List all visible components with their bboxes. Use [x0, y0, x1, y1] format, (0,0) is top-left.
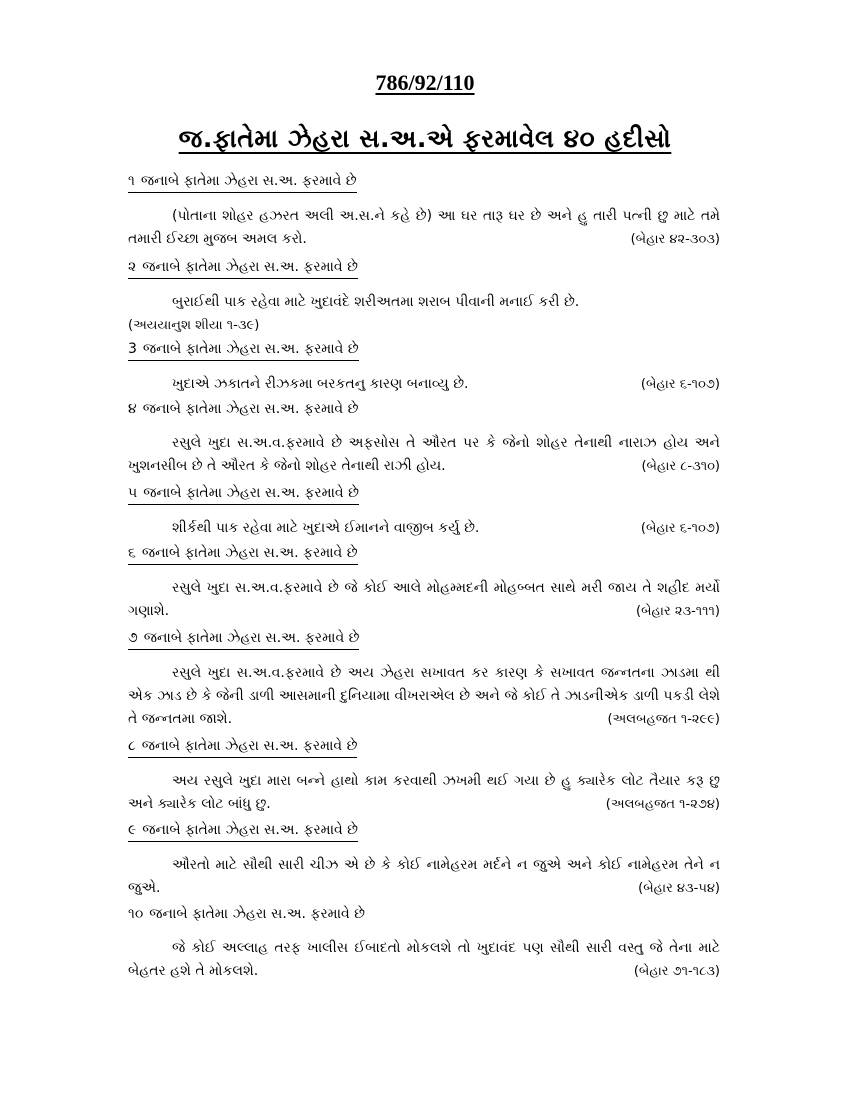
- hadith-text: [128, 291, 720, 337]
- hadith-item: [128, 903, 720, 983]
- hadith-body: રસુલે ખુદા સ.અ.વ.ફરમાવે છે અફસોસ તે ઔરત પર કે જેનો શોહર તેનાથી નારાઝ હોય અને ખુશનસીબ છે તે ઔરત કે જેનો શોહર તેનાથી રાઝી હોય.: [128, 435, 720, 474]
- hadith-number: ૪: [128, 401, 137, 417]
- hadith-prefix: જનાબે ફાતેમા ઝેહરા સ.અ. ફરમાવે છે: [149, 906, 365, 922]
- hadith-body: રસુલે ખુદા સ.અ.વ.ફરમાવે છે અય ઝેહરા સખાવત કર કારણ કે સખાવત જન્નતના ઝાડમા થી એક ઝાડ છે કે જેની ડાળી આસમાની દુનિયામા વીખરાએલ છે અને જે કોઈ તે ઝાડનીએક ડાળી પકડી લેશે તે જન્નતમા જાશે.: [128, 665, 720, 727]
- hadith-body: ખુદાએ ઝકાતને રીઝકમા બરકતનુ કારણ બનાવ્યુ છે.: [172, 376, 469, 392]
- document-code: 786/92/110: [375, 70, 475, 95]
- hadith-heading: [128, 172, 357, 193]
- hadith-heading: [128, 629, 359, 650]
- hadith-text: [128, 373, 720, 396]
- hadith-number: ૨: [128, 259, 137, 275]
- hadith-body: શીર્કથી પાક રહેવા માટે ખુદાએ ઈમાનને વાજીબ કર્યુ છે.: [172, 520, 480, 536]
- hadith-item: [128, 627, 720, 731]
- hadith-reference: (અયયાનુશ શીયા ૧-૩૯): [128, 318, 260, 333]
- hadith-reference: (બેહાર ૪૨-૩૦૩): [630, 232, 720, 247]
- hadith-text: [128, 662, 720, 731]
- hadith-heading: [128, 484, 359, 505]
- hadith-prefix: જનાબે ફાતેમા ઝેહરા સ.અ. ફરમાવે છે: [141, 738, 358, 754]
- hadith-text: [128, 937, 720, 983]
- hadith-reference: (બેહાર ૪૩-૫૪): [638, 881, 720, 896]
- hadith-number: ૮: [128, 738, 136, 754]
- hadith-heading: [128, 544, 358, 565]
- hadith-prefix: જનાબે ફાતેમા ઝેહરા સ.અ. ફરમાવે છે: [141, 545, 358, 561]
- hadith-prefix: જનાબે ફાતેમા ઝેહરા સ.અ. ફરમાવે છે: [142, 822, 358, 838]
- hadith-text: [128, 577, 720, 623]
- hadith-prefix: જનાબે ફાતેમા ઝેહરા સ.અ. ફરમાવે છે: [143, 485, 359, 501]
- hadith-item: [128, 735, 720, 816]
- hadith-item: [128, 170, 720, 251]
- hadith-heading: [128, 400, 358, 420]
- hadith-reference: (બેહાર ૨૩-૧૧૧): [636, 604, 720, 619]
- hadith-reference: (બેહાર ૬-૧૦૭): [640, 377, 720, 392]
- hadith-body: અય રસુલે ખુદા મારા બન્ને હાથો કામ કરવાથી ઝખમી થઈ ગયા છે હુ ક્યારેક લોટ તૈયાર કરૂ છુ અને ક્યારેક લોટ બાંધુ છુ.: [128, 773, 720, 812]
- hadith-number: ૬: [128, 545, 136, 561]
- document-title: જ.ફાતેમા ઝેહરા સ.અ.એ ફરમાવેલ ૪૦ હદીસો: [178, 124, 672, 153]
- hadith-body: (પોતાના શોહર હઝરત અલી અ.સ.ને કહે છે) આ ઘર તારૂ ઘર છે અને હુ તારી પત્ની છુ માટે તમે તમારી ઈચ્છા મુજબ અમલ કરો.: [128, 208, 720, 247]
- hadith-heading: [128, 737, 357, 758]
- hadith-prefix: જનાબે ફાતેમા ઝેહરા સ.અ. ફરમાવે છે: [142, 341, 359, 357]
- hadith-item: [128, 819, 720, 900]
- hadith-reference: (અલબહજત ૧-૨૭૪): [605, 797, 720, 812]
- hadith-item: [128, 256, 720, 337]
- hadith-prefix: જનાબે ફાતેમા ઝેહરા સ.અ. ફરમાવે છે: [143, 630, 360, 646]
- hadith-body: રસુલે ખુદા સ.અ.વ.ફરમાવે છે જે કોઈ આલે મોહમ્મદની મોહબ્બત સાથે મરી જાય તે શહીદ મર્યો ગણાશે.: [128, 580, 720, 619]
- hadith-text: [128, 205, 720, 251]
- hadith-body: ઔરતો માટે સૌથી સારી ચીઝ એ છે કે કોઈ નામેહરમ મર્દને ન જુએ અને કોઈ નામેહરમ તેને ન જુએ.: [128, 857, 720, 896]
- hadith-item: [128, 398, 720, 478]
- hadith-number: ૭: [128, 630, 138, 646]
- hadith-number: ૧૦: [128, 906, 144, 922]
- hadith-prefix: જનાબે ફાતેમા ઝેહરા સ.અ. ફરમાવે છે: [142, 401, 359, 417]
- hadith-prefix: જનાબે ફાતેમા ઝેહરા સ.અ. ફરમાવે છે: [140, 173, 357, 189]
- hadith-reference: (બેહાર ૮-૩૧૦): [641, 459, 720, 474]
- hadith-text: [128, 432, 720, 478]
- hadith-body: જે કોઈ અલ્લાહ તરફ ખાલીસ ઈબાદતો મોકલશે તો ખુદાવંદ પણ સૌથી સારી વસ્તુ જે તેના માટે બેહતર હશે તે મોકલશે.: [128, 940, 720, 979]
- hadith-item: [128, 542, 720, 623]
- hadith-number: ૧: [128, 173, 135, 189]
- hadith-heading: [128, 340, 359, 361]
- hadith-number: ૯: [128, 822, 137, 838]
- hadith-text: [128, 854, 720, 900]
- hadith-heading: [128, 905, 365, 925]
- hadith-heading: [128, 258, 358, 279]
- hadith-number: ૫: [128, 485, 138, 501]
- hadith-reference: (બેહાર ૬-૧૦૭): [640, 521, 720, 536]
- hadith-number: 3: [128, 341, 137, 357]
- hadith-prefix: જનાબે ફાતેમા ઝેહરા સ.અ. ફરમાવે છે: [142, 259, 358, 275]
- hadith-item: [128, 338, 720, 396]
- hadith-reference: (બેહાર ૭૧-૧૮૩): [633, 964, 720, 979]
- hadith-item: [128, 482, 720, 540]
- hadith-heading: [128, 821, 358, 842]
- hadith-text: [128, 517, 720, 540]
- hadith-text: [128, 770, 720, 816]
- hadith-body: બુરાઈથી પાક રહેવા માટે ખુદાવંદે શરીઅતમા શરાબ પીવાની મનાઈ કરી છે.: [172, 294, 580, 310]
- hadith-reference: (અલબહજત ૧-૨૯૯): [607, 712, 720, 727]
